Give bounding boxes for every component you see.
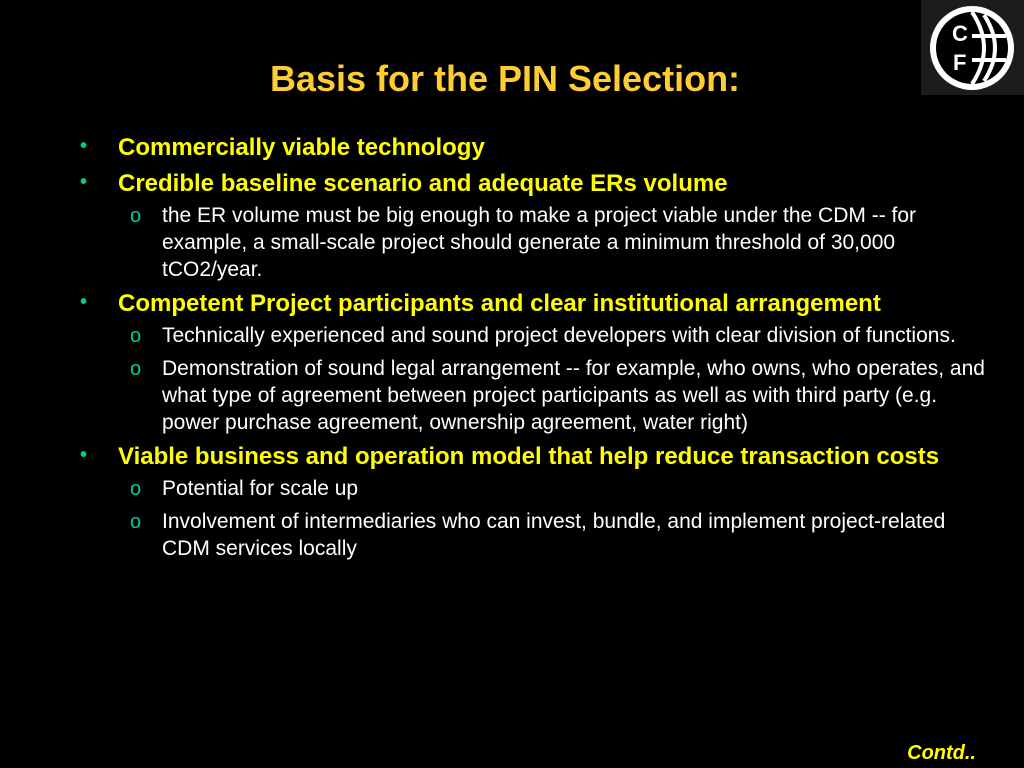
sub-bullet-text: Involvement of intermediaries who can invest, bundle, and implement project-related CDM services locally [162, 510, 946, 560]
sub-bullet-marker: o [130, 511, 142, 533]
sub-bullet-list [118, 475, 998, 562]
sub-bullet-item [118, 475, 998, 502]
sub-bullet-marker: o [130, 358, 142, 380]
sub-bullet-list [118, 322, 998, 436]
sub-bullet-item [118, 322, 998, 349]
continued-label: Contd.. [907, 742, 976, 764]
sub-bullet-text: Technically experienced and sound project developers with clear division of functions. [162, 324, 956, 347]
bullet-text: Credible baseline scenario and adequate ERs volume [118, 170, 728, 197]
bullet-marker: • [80, 135, 88, 157]
sub-bullet-item [118, 508, 998, 562]
sub-bullet-marker: o [130, 205, 142, 227]
bullet-text: Viable business and operation model that help reduce transaction costs [118, 443, 940, 470]
sub-bullet-item [118, 355, 998, 436]
bullet-marker: • [80, 171, 88, 193]
bullet-list [78, 133, 998, 568]
sub-bullet-marker: o [130, 325, 142, 347]
bullet-text: Competent Project participants and clear institutional arrangement [118, 290, 881, 317]
sub-bullet-item [118, 202, 998, 283]
sub-bullet-text: the ER volume must be big enough to make a project viable under the CDM -- for example, a small-scale project should generate a minimum threshold of 30,000 tCO2/year. [162, 204, 917, 281]
bullet-marker: • [80, 444, 88, 466]
sub-bullet-text: Demonstration of sound legal arrangement -- for example, who owns, who operates, and what type of agreement between project participants as well as with third party (e.g. power purchase agreement, ownership agreement, water right) [162, 357, 985, 434]
bullet-item [78, 169, 998, 283]
logo-letter-bottom: F [953, 50, 967, 75]
slide-title: Basis for the PIN Selection: [269, 58, 741, 99]
sub-bullet-list [118, 202, 998, 283]
bullet-item [78, 442, 998, 562]
sub-bullet-marker: o [130, 478, 142, 500]
bullet-item [78, 289, 998, 436]
bullet-marker: • [80, 291, 88, 313]
sub-bullet-text: Potential for scale up [162, 477, 359, 500]
bullet-item [78, 133, 998, 163]
logo-letter-top: C [952, 21, 968, 46]
bullet-text: Commercially viable technology [118, 134, 485, 161]
